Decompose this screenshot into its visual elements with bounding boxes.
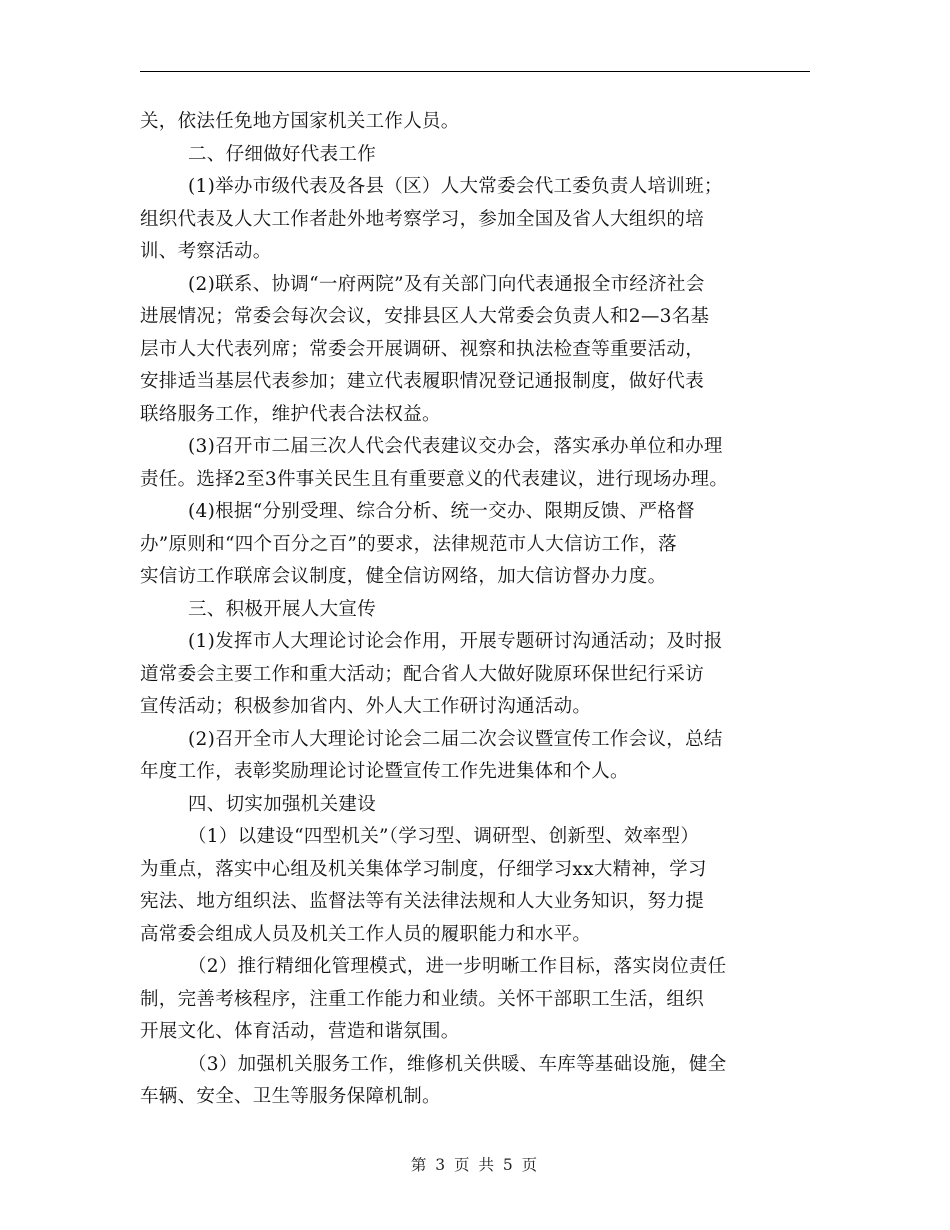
text-line: 开展文化、体育活动，营造和谐氛围。 [140,1021,460,1042]
text-line: 责任。选择2至3件事关民生且有重要意义的代表建议，进行现场办理。 [140,468,729,490]
text-line: 实信访工作联席会议制度，健全信访网络，加大信访督办力度。 [140,566,667,587]
text-line: (2)召开全市人大理论讨论会二届二次会议暨宣传工作会议，总结 [188,728,723,750]
section-heading: 三、积极开展人大宣传 [188,598,377,620]
text-line: 制，完善考核程序，注重工作能力和业绩。关怀干部职工生活，组织 [140,988,705,1010]
text-line: 高常委会组成人员及机关工作人员的履职能力和水平。 [140,923,592,945]
text-line: (1)举办市级代表及各县（区）人大常委会代工委负责人培训班； [188,176,723,197]
text-line: (3)召开市二届三次人代会代表建议交办会，落实承办单位和办理 [188,436,723,457]
text-line: 联络服务工作，维护代表合法权益。 [140,403,441,425]
text-line: 组织代表及人大工作者赴外地考察学习，参加全国及省人大组织的培 [140,208,705,230]
text-line: 层市人大代表列席；常委会开展调研、视察和执法检查等重要活动， [140,338,705,360]
text-line: 训、考察活动。 [140,241,272,262]
text-line: 进展情况；常委会每次会议，安排县区人大常委会负责人和2—3名基 [140,306,710,327]
text-line: 为重点，落实中心组及机关集体学习制度，仔细学习xx大精神，学习 [140,858,707,880]
text-line: 道常委会主要工作和重大活动；配合省人大做好陇原环保世纪行采访 [140,663,705,685]
header-rule [140,71,810,72]
page-number: 第 3 页 共 5 页 [410,1156,540,1174]
text-line: （3）加强机关服务工作，维修机关供暖、车库等基础设施，健全 [188,1053,727,1075]
section-heading: 四、切实加强机关建设 [188,793,377,815]
text-line: （2）推行精细化管理模式，进一步明晰工作目标，落实岗位责任 [188,956,727,977]
text-line: 车辆、安全、卫生等服务保障机制。 [140,1086,441,1107]
text-line: 安排适当基层代表参加；建立代表履职情况登记通报制度，做好代表 [140,371,705,392]
text-line: 关，依法任免地方国家机关工作人员。 [140,111,460,132]
document-body [140,106,830,1114]
text-line: 宣传活动；积极参加省内、外人大工作研讨沟通活动。 [140,696,592,717]
text-line: (1)发挥市人大理论讨论会作用，开展专题研讨沟通活动；及时报 [188,631,723,652]
text-line: (4)根据“分别受理、综合分析、统一交办、限期反馈、严格督 [188,501,695,522]
text-line: 年度工作，表彰奖励理论讨论暨宣传工作先进集体和个人。 [140,761,629,782]
text-line: （1）以建设“四型机关”（学习型、调研型、创新型、效率型） [188,826,700,847]
text-line: 办”原则和“四个百分之百”的要求，法律规范市人大信访工作，落 [140,533,677,555]
text-line: (2)联系、协调“一府两院”及有关部门向代表通报全市经济社会 [188,273,705,295]
section-heading: 二、仔细做好代表工作 [188,143,377,165]
text-line: 宪法、地方组织法、监督法等有关法律法规和人大业务知识，努力提 [140,891,705,912]
